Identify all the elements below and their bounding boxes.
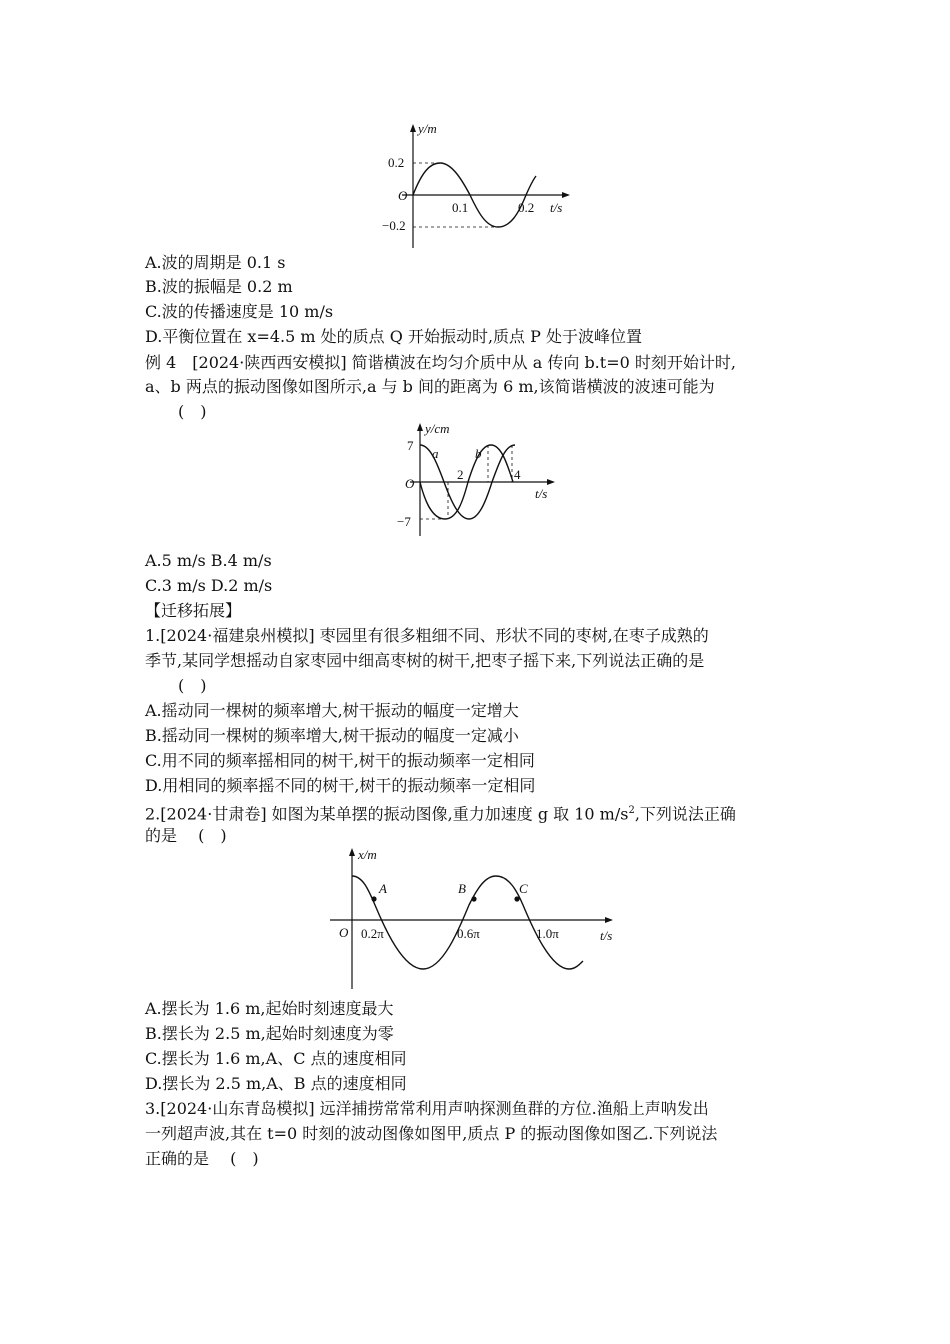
q2-superscript: 2: [628, 805, 635, 816]
y-axis-label: y/cm: [425, 421, 450, 436]
example4-options-1: A.5 m/s B.4 m/s: [145, 551, 272, 570]
origin-label: O: [405, 476, 415, 491]
point-label-a: A: [379, 881, 387, 896]
option-c-text: C.波的传播速度是 10 m/s: [145, 302, 334, 321]
option-c: [145, 301, 333, 323]
point-a: [371, 896, 376, 901]
example4-line2: a、b 两点的振动图像如图所示,a 与 b 间的距离为 6 m,该简谐横波的波速可能为: [145, 377, 715, 396]
y-axis-arrow: [417, 423, 423, 431]
option-a: [145, 252, 285, 274]
q1-option-d: D.用相同的频率摇不同的树干,树干的振动频率一定相同: [145, 776, 536, 795]
point-b: [471, 896, 476, 901]
y-tick-label: 0.2: [388, 155, 405, 170]
example4-options-2: C.3 m/s D.2 m/s: [145, 576, 273, 595]
option-d-text: D.平衡位置在 x=4.5 m 处的质点 Q 开始振动时,质点 P 处于波峰位置: [145, 327, 642, 346]
q1-option-b: B.摇动同一棵树的频率增大,树干振动的幅度一定减小: [145, 726, 519, 745]
origin-label: O: [339, 925, 349, 940]
option-b: [145, 276, 293, 298]
y-tick-label: 7: [407, 438, 414, 453]
curve-label-b: b: [475, 446, 482, 461]
point-label-c: C: [519, 881, 528, 896]
t-tick-label: 0.1: [452, 200, 469, 215]
q3-line2: 一列超声波,其在 t=0 时刻的波动图像如图甲,质点 P 的振动图像如图乙.下列说法: [145, 1124, 718, 1143]
t-axis-label: t/s: [535, 486, 548, 501]
t-tick-label: 0.6π: [457, 926, 480, 941]
figure-vibration-graph-1: [380, 120, 580, 255]
option-a-text: A.波的周期是 0.1 s: [145, 253, 286, 272]
section-title: 【迁移拓展】: [145, 601, 242, 620]
q1-option-c: C.用不同的频率摇相同的树干,树干的振动频率一定相同: [145, 751, 535, 770]
option-b-text: B.波的振幅是 0.2 m: [145, 277, 293, 296]
t-tick-label: 4: [514, 467, 521, 482]
q1-option-a: A.摇动同一棵树的频率增大,树干振动的幅度一定增大: [145, 701, 519, 720]
q2-line1-text: 2.[2024·甘肃卷] 如图为某单摆的振动图像,重力加速度 g 取 10 m/s: [145, 804, 629, 824]
q3-line1: 3.[2024·山东青岛模拟] 远洋捕捞常常利用声呐探测鱼群的方位.渔船上声呐发出: [145, 1099, 709, 1118]
option-d: [145, 326, 642, 348]
q2-option-d: D.摆长为 2.5 m,A、B 点的速度相同: [145, 1074, 407, 1093]
example4-line1: 例 4 [2024·陕西西安模拟] 简谐横波在均匀介质中从 a 传向 b.t=0 时刻开始计时,: [145, 353, 736, 372]
figure-pendulum-graph: [325, 843, 625, 991]
t-tick-label: 0.2π: [361, 926, 384, 941]
q1-line1: 1.[2024·福建泉州模拟] 枣园里有很多粗细不同、形状不同的枣树,在枣子成熟的: [145, 626, 709, 645]
q3-line3: 正确的是 ( ): [145, 1149, 259, 1168]
figure-vibration-graph-2: [395, 418, 575, 538]
point-c: [514, 896, 519, 901]
q2-line1: [145, 800, 736, 825]
t-axis-arrow: [562, 192, 570, 198]
t-axis-arrow: [547, 479, 555, 485]
q2-line1-tail: ,下列说法正确: [634, 804, 736, 824]
y-axis-label: y/m: [418, 121, 437, 136]
y-axis-label: x/m: [358, 847, 377, 862]
q2-option-c: C.摆长为 1.6 m,A、C 点的速度相同: [145, 1049, 407, 1068]
t-axis-arrow: [605, 917, 613, 923]
t-tick-label: 1.0π: [536, 926, 559, 941]
curve-label-a: a: [432, 446, 439, 461]
q2-option-b: B.摆长为 2.5 m,起始时刻速度为零: [145, 1024, 394, 1043]
y-axis-arrow: [410, 124, 416, 132]
t-tick-label: 0.2: [518, 200, 535, 215]
y-axis-arrow: [349, 848, 355, 856]
q1-line2: 季节,某同学想摇动自家枣园中细高枣树的树干,把枣子摇下来,下列说法正确的是: [145, 651, 705, 670]
q2-line2: 的是 ( ): [145, 826, 227, 845]
y-tick-label: −7: [397, 514, 411, 529]
example4-bracket: ( ): [178, 402, 207, 421]
origin-label: O: [398, 188, 408, 203]
q1-bracket: ( ): [178, 676, 207, 695]
y-tick-label: −0.2: [382, 218, 406, 233]
q2-option-a: A.摆长为 1.6 m,起始时刻速度最大: [145, 999, 394, 1018]
point-label-b: B: [458, 881, 466, 896]
t-axis-label: t/s: [600, 928, 613, 943]
t-tick-label: 2: [457, 467, 464, 482]
t-axis-label: t/s: [550, 200, 563, 215]
